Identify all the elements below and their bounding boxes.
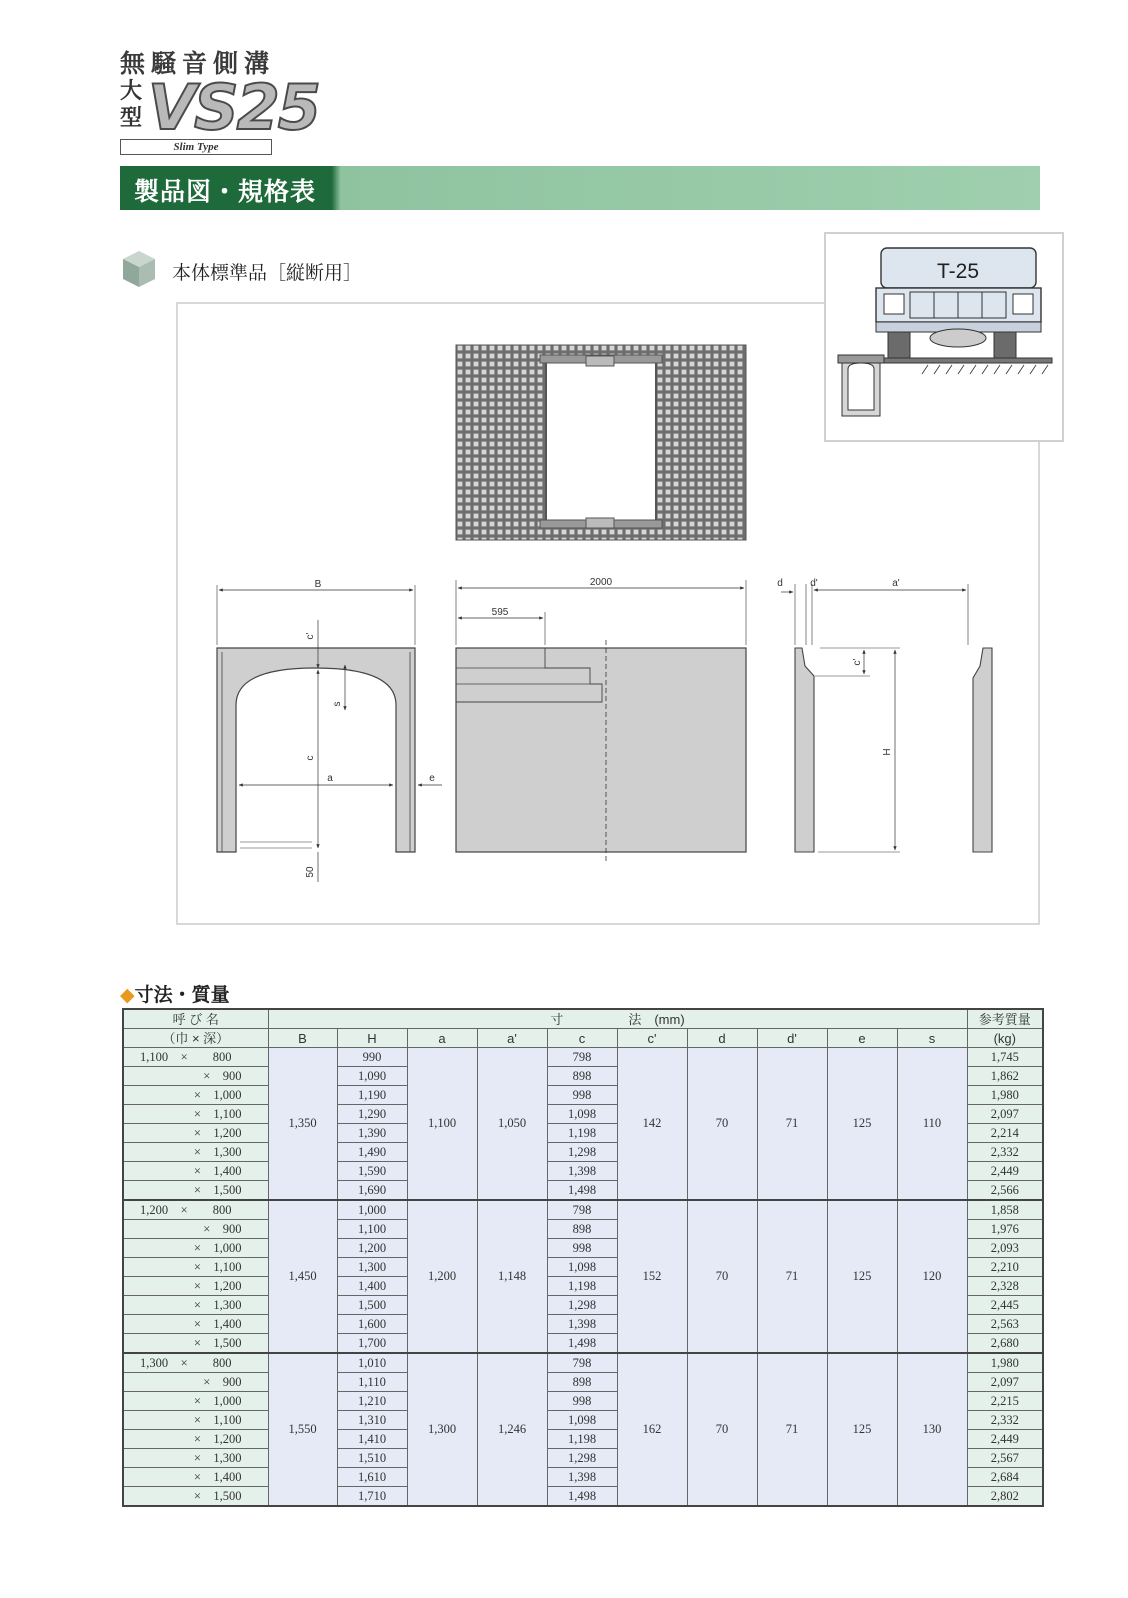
cell-e: 125	[827, 1200, 897, 1353]
row-depth: 1,500	[213, 1182, 242, 1197]
row-depth: 1,500	[213, 1488, 242, 1503]
row-name: × 1,100	[123, 1105, 268, 1124]
row-depth: 1,400	[213, 1163, 242, 1178]
row-depth: 800	[212, 1355, 232, 1370]
row-name: 1,100 × 800	[123, 1048, 268, 1067]
cell-H: 1,310	[337, 1411, 407, 1430]
cell-B: 1,350	[268, 1048, 337, 1201]
cell-weight: 2,567	[967, 1449, 1043, 1468]
cell-weight: 2,215	[967, 1392, 1043, 1411]
row-name: × 1,000	[123, 1239, 268, 1258]
cell-e: 125	[827, 1353, 897, 1506]
cell-c: 898	[547, 1373, 617, 1392]
row-name: × 1,300	[123, 1143, 268, 1162]
cell-H: 1,390	[337, 1124, 407, 1143]
row-depth: 800	[212, 1202, 232, 1217]
cell-weight: 1,980	[967, 1353, 1043, 1373]
cell-H: 1,190	[337, 1086, 407, 1105]
cell-c: 1,098	[547, 1411, 617, 1430]
row-name: × 1,500	[123, 1334, 268, 1354]
cell-c: 1,098	[547, 1258, 617, 1277]
cell-H: 1,500	[337, 1296, 407, 1315]
cell-H: 1,100	[337, 1220, 407, 1239]
cell-H: 1,110	[337, 1373, 407, 1392]
row-name: × 900	[123, 1067, 268, 1086]
col-header: e	[827, 1029, 897, 1048]
cell-d: 70	[687, 1048, 757, 1201]
cell-s: 110	[897, 1048, 967, 1201]
cell-c: 798	[547, 1200, 617, 1220]
row-depth: 1,100	[213, 1106, 242, 1121]
cell-H: 1,410	[337, 1430, 407, 1449]
cell-d: 70	[687, 1353, 757, 1506]
row-depth: 1,300	[213, 1144, 242, 1159]
row-name: × 1,100	[123, 1258, 268, 1277]
row-depth: 1,300	[213, 1297, 242, 1312]
cell-H: 1,700	[337, 1334, 407, 1354]
cell-weight: 2,328	[967, 1277, 1043, 1296]
cell-c: 998	[547, 1392, 617, 1411]
cell-d-prime: 71	[757, 1048, 827, 1201]
cell-c-prime: 142	[617, 1048, 687, 1201]
cell-a: 1,200	[407, 1200, 477, 1353]
row-name: × 1,200	[123, 1277, 268, 1296]
cell-weight: 2,214	[967, 1124, 1043, 1143]
table-row	[123, 1200, 1043, 1220]
cell-c: 998	[547, 1086, 617, 1105]
col-name-sub: （巾 × 深）	[123, 1029, 268, 1048]
cell-d: 70	[687, 1200, 757, 1353]
row-name: × 1,400	[123, 1162, 268, 1181]
cell-H: 1,290	[337, 1105, 407, 1124]
row-depth: 800	[212, 1049, 232, 1064]
cell-weight: 2,684	[967, 1468, 1043, 1487]
row-depth: 1,200	[213, 1431, 242, 1446]
label-e: e	[429, 773, 435, 784]
cell-c: 1,298	[547, 1296, 617, 1315]
cell-weight: 1,862	[967, 1067, 1043, 1086]
label-d: d	[777, 578, 783, 589]
row-depth: 900	[222, 1374, 242, 1389]
section-title: 製品図・規格表	[134, 177, 317, 206]
label-fifty: 50	[305, 866, 316, 878]
row-depth: 1,200	[213, 1125, 242, 1140]
row-name: × 1,300	[123, 1296, 268, 1315]
label-length: 2000	[589, 577, 613, 588]
label-offset: 595	[491, 607, 509, 618]
cell-c: 998	[547, 1239, 617, 1258]
truck-label: T-25	[936, 260, 980, 283]
col-header: H	[337, 1029, 407, 1048]
cell-weight: 2,563	[967, 1315, 1043, 1334]
row-depth: 1,500	[213, 1335, 242, 1350]
col-header: c	[547, 1029, 617, 1048]
cell-weight: 2,566	[967, 1181, 1043, 1201]
row-depth: 900	[222, 1221, 242, 1236]
cell-weight: 2,449	[967, 1162, 1043, 1181]
table-row	[123, 1048, 1043, 1067]
model-subtitle: Slim Type	[120, 139, 272, 155]
cross-section-view	[217, 579, 442, 882]
col-name-header: 呼 び 名	[123, 1009, 268, 1029]
size-label: 大型	[120, 79, 143, 131]
label-H: H	[882, 748, 893, 756]
cell-H: 1,510	[337, 1449, 407, 1468]
cell-c: 898	[547, 1220, 617, 1239]
row-depth: 1,300	[213, 1450, 242, 1465]
row-name: × 900	[123, 1220, 268, 1239]
cell-weight: 2,093	[967, 1239, 1043, 1258]
cell-weight: 2,097	[967, 1373, 1043, 1392]
row-name: × 1,000	[123, 1392, 268, 1411]
row-width: 1,200	[140, 1202, 169, 1217]
row-width: 1,300	[140, 1355, 169, 1370]
row-depth: 1,000	[213, 1240, 242, 1255]
cell-c: 1,498	[547, 1334, 617, 1354]
cell-weight: 2,332	[967, 1411, 1043, 1430]
cell-c: 798	[547, 1048, 617, 1067]
cell-H: 1,090	[337, 1067, 407, 1086]
cell-B: 1,550	[268, 1353, 337, 1506]
label-s: s	[332, 701, 343, 707]
cell-H: 1,000	[337, 1200, 407, 1220]
cell-H: 1,600	[337, 1315, 407, 1334]
col-header: d'	[757, 1029, 827, 1048]
row-name: 1,300 × 800	[123, 1353, 268, 1373]
cell-H: 1,400	[337, 1277, 407, 1296]
row-depth: 1,100	[213, 1412, 242, 1427]
label-B: B	[314, 579, 322, 590]
cell-c: 1,398	[547, 1315, 617, 1334]
cell-e: 125	[827, 1048, 897, 1201]
cell-H: 1,610	[337, 1468, 407, 1487]
cell-H: 990	[337, 1048, 407, 1067]
row-name: × 900	[123, 1373, 268, 1392]
cell-B: 1,450	[268, 1200, 337, 1353]
cell-a-prime: 1,148	[477, 1200, 547, 1353]
cell-s: 120	[897, 1200, 967, 1353]
cell-H: 1,210	[337, 1392, 407, 1411]
label-c: c	[305, 755, 316, 761]
truck-illustration-box	[824, 232, 1064, 442]
cell-H: 1,490	[337, 1143, 407, 1162]
label-d-prime: d'	[810, 578, 818, 589]
cell-weight: 2,332	[967, 1143, 1043, 1162]
product-heading: 本体標準品［縦断用］	[172, 262, 363, 284]
cell-a: 1,300	[407, 1353, 477, 1506]
row-width: 1,100	[140, 1049, 169, 1064]
row-name: × 1,000	[123, 1086, 268, 1105]
cell-c: 798	[547, 1353, 617, 1373]
series-title: 無騒音側溝	[120, 49, 276, 78]
cell-c: 1,398	[547, 1162, 617, 1181]
row-name: × 1,400	[123, 1315, 268, 1334]
cell-H: 1,300	[337, 1258, 407, 1277]
row-depth: 1,000	[213, 1393, 242, 1408]
col-dimension-header: 寸 法 (mm)	[268, 1009, 967, 1029]
cell-c: 1,198	[547, 1277, 617, 1296]
cell-c: 1,198	[547, 1430, 617, 1449]
cell-c: 1,298	[547, 1143, 617, 1162]
cell-H: 1,690	[337, 1181, 407, 1201]
row-name: × 1,400	[123, 1468, 268, 1487]
cell-weight: 1,858	[967, 1200, 1043, 1220]
sidewall-section-view	[777, 578, 992, 852]
label-c-prime: c'	[305, 632, 316, 640]
label-a: a	[327, 773, 333, 784]
col-header: d	[687, 1029, 757, 1048]
row-depth: 900	[222, 1068, 242, 1083]
model-logo: VS25	[148, 71, 319, 144]
row-name: × 1,200	[123, 1430, 268, 1449]
cell-c: 898	[547, 1067, 617, 1086]
col-header: a'	[477, 1029, 547, 1048]
cell-c: 1,398	[547, 1468, 617, 1487]
row-name: × 1,500	[123, 1181, 268, 1201]
row-name: 1,200 × 800	[123, 1200, 268, 1220]
row-depth: 1,000	[213, 1087, 242, 1102]
spec-table	[122, 1008, 1044, 1507]
truck-icon	[826, 234, 1062, 440]
col-header: a	[407, 1029, 477, 1048]
table-row	[123, 1353, 1043, 1373]
diamond-icon: ◆	[120, 984, 135, 1006]
col-header: B	[268, 1029, 337, 1048]
cell-a: 1,100	[407, 1048, 477, 1201]
cell-c-prime: 162	[617, 1353, 687, 1506]
col-header: s	[897, 1029, 967, 1048]
row-name: × 1,100	[123, 1411, 268, 1430]
cell-weight: 1,976	[967, 1220, 1043, 1239]
label-a-prime: a'	[892, 578, 900, 589]
cell-c: 1,298	[547, 1449, 617, 1468]
label-c-prime-2: c'	[852, 658, 863, 666]
col-header: c'	[617, 1029, 687, 1048]
cell-d-prime: 71	[757, 1200, 827, 1353]
cell-d-prime: 71	[757, 1353, 827, 1506]
cell-weight: 2,680	[967, 1334, 1043, 1354]
row-depth: 1,100	[213, 1259, 242, 1274]
table-heading-text: 寸法・質量	[134, 984, 230, 1006]
row-name: × 1,200	[123, 1124, 268, 1143]
cell-s: 130	[897, 1353, 967, 1506]
table-heading	[120, 980, 230, 1007]
cell-c: 1,098	[547, 1105, 617, 1124]
cell-weight: 2,097	[967, 1105, 1043, 1124]
col-weight-header: 参考質量	[967, 1009, 1043, 1029]
row-depth: 1,400	[213, 1469, 242, 1484]
cell-c: 1,498	[547, 1181, 617, 1201]
row-depth: 1,400	[213, 1316, 242, 1331]
row-name: × 1,500	[123, 1487, 268, 1507]
cell-weight: 2,210	[967, 1258, 1043, 1277]
cell-weight: 2,802	[967, 1487, 1043, 1507]
cell-H: 1,010	[337, 1353, 407, 1373]
cell-H: 1,590	[337, 1162, 407, 1181]
cell-weight: 1,980	[967, 1086, 1043, 1105]
cell-c: 1,498	[547, 1487, 617, 1507]
side-view	[456, 577, 746, 862]
cell-c: 1,198	[547, 1124, 617, 1143]
row-name: × 1,300	[123, 1449, 268, 1468]
row-depth: 1,200	[213, 1278, 242, 1293]
cell-H: 1,710	[337, 1487, 407, 1507]
cell-H: 1,200	[337, 1239, 407, 1258]
cell-weight: 2,449	[967, 1430, 1043, 1449]
cell-a-prime: 1,246	[477, 1353, 547, 1506]
cell-a-prime: 1,050	[477, 1048, 547, 1201]
col-weight-unit: (kg)	[967, 1029, 1043, 1048]
cell-weight: 2,445	[967, 1296, 1043, 1315]
cell-weight: 1,745	[967, 1048, 1043, 1067]
cell-c-prime: 152	[617, 1200, 687, 1353]
plan-view-grating	[456, 345, 746, 540]
